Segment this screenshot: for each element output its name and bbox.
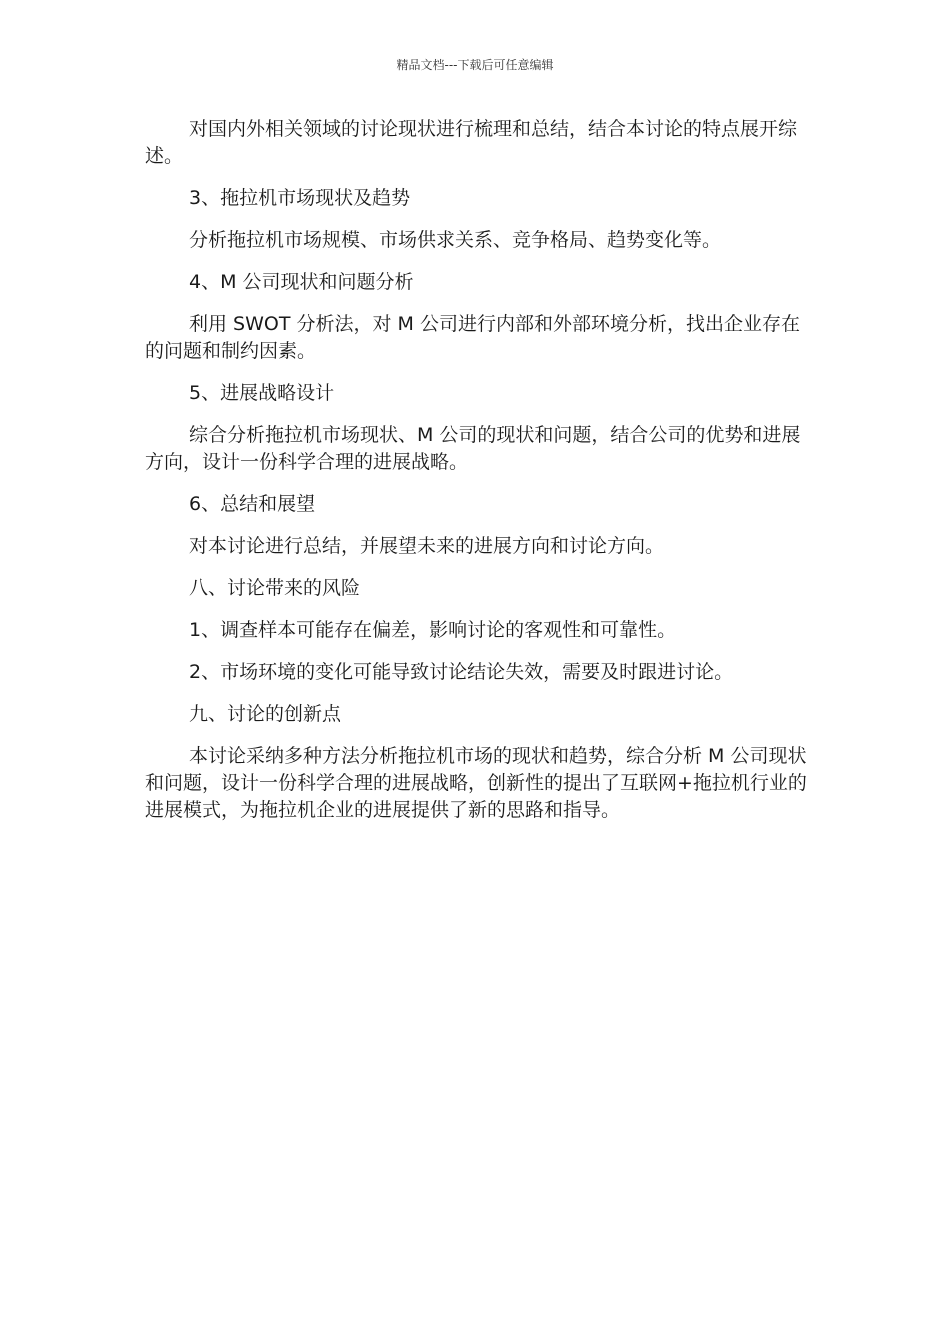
heading-company-analysis: 4、M 公司现状和问题分析 <box>189 271 414 293</box>
page-header: 精品文档---下载后可任意编辑 <box>396 58 554 72</box>
paragraph-risk-1: 1、调查样本可能存在偏差，影响讨论的客观性和可靠性。 <box>189 619 677 641</box>
paragraph-risk-2: 2、市场环境的变化可能导致讨论结论失效，需要及时跟进讨论。 <box>189 661 734 683</box>
paragraph-review-summary: 对国内外相关领域的讨论现状进行梳理和总结，结合本讨论的特点展开综述。 <box>145 118 798 167</box>
heading-tractor-market: 3、拖拉机市场现状及趋势 <box>189 187 411 209</box>
paragraph-strategy-design: 综合分析拖拉机市场现状、M 公司的现状和问题，结合公司的优势和进展方向，设计一份科学合理的进展战略。 <box>145 424 801 473</box>
heading-summary-outlook: 6、总结和展望 <box>189 493 316 515</box>
paragraph-summary-outlook: 对本讨论进行总结，并展望未来的进展方向和讨论方向。 <box>189 535 665 557</box>
heading-innovations: 九、讨论的创新点 <box>189 703 342 725</box>
paragraph-company-analysis: 利用 SWOT 分析法，对 M 公司进行内部和外部环境分析，找出企业存在的问题和制约因素。 <box>145 313 800 362</box>
paragraph-tractor-market: 分析拖拉机市场规模、市场供求关系、竞争格局、趋势变化等。 <box>189 229 722 251</box>
heading-strategy-design: 5、进展战略设计 <box>189 382 335 404</box>
paragraph-innovations: 本讨论采纳多种方法分析拖拉机市场的现状和趋势，综合分析 M 公司现状和问题，设计一份科学合理的进展战略，创新性的提出了互联网+拖拉机行业的进展模式，为拖拉机企业的进展提供了新的思路和指导。 <box>145 745 807 821</box>
heading-risks: 八、讨论带来的风险 <box>189 577 361 599</box>
document-body <box>145 116 810 839</box>
